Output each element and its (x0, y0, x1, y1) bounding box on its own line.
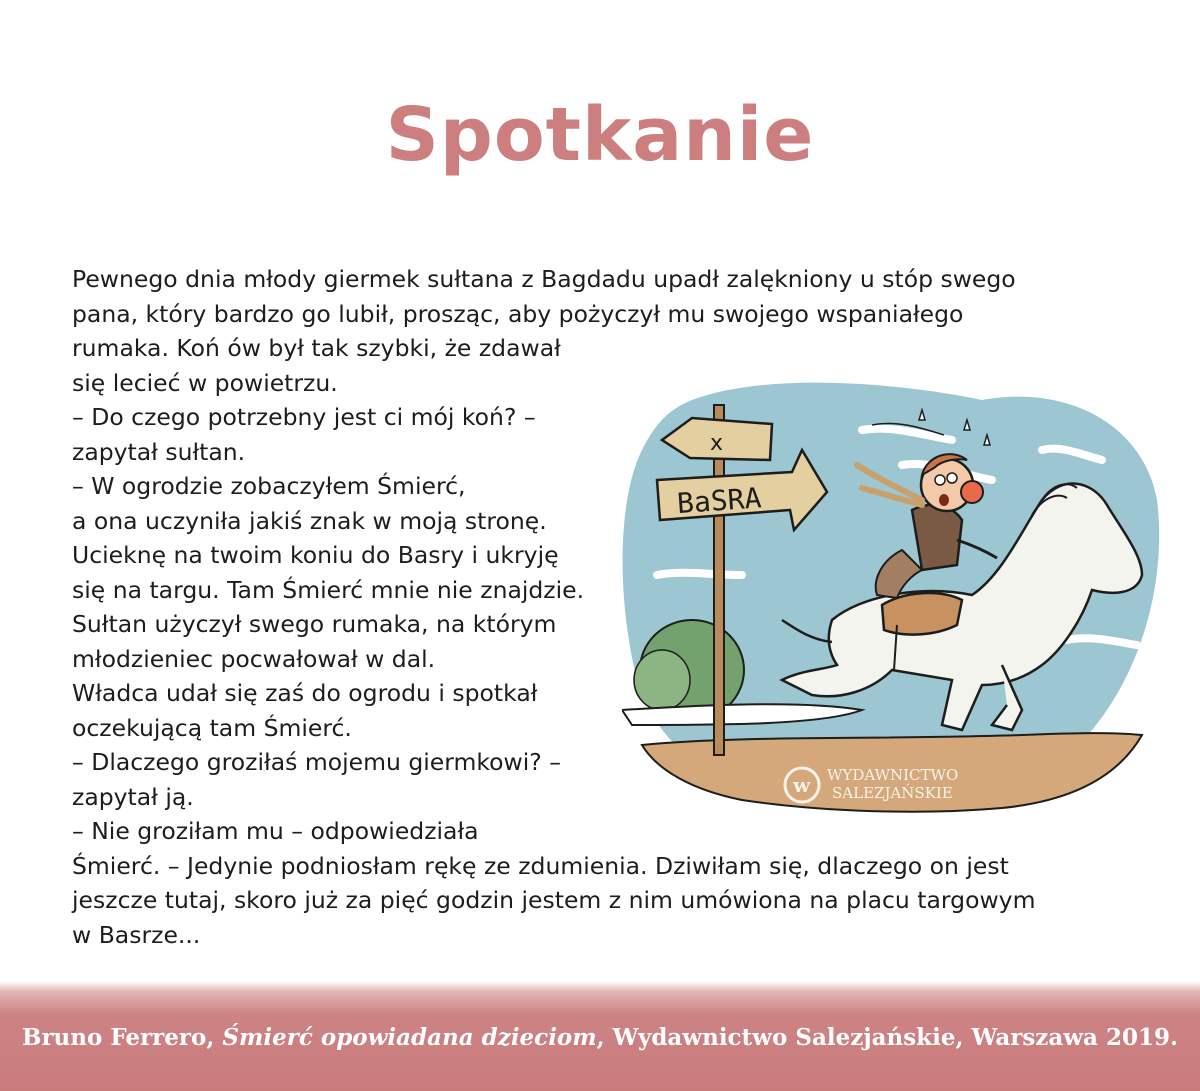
saddle (882, 593, 962, 635)
story-line: Pewnego dnia młody giermek sułtana z Bagdadu upadł zalękniony u stóp swego (72, 265, 1016, 293)
citation-author: Bruno Ferrero, (22, 1024, 223, 1051)
story-line: a ona uczyniła jakiś znak w moją stronę. (72, 506, 547, 535)
story-line: zapytał sułtan. (72, 437, 246, 466)
page-title: Spotkanie (385, 92, 815, 178)
story-line: Władca udał się zaś do ogrodu i spotkał (72, 679, 538, 707)
story-line: rumaka. Koń ów był tak szybki, że zdawał (72, 334, 561, 362)
rider-body (912, 505, 962, 570)
story-line: – Dlaczego groziłaś mojemu giermkowi? – (72, 748, 561, 776)
svg-text:w: w (793, 773, 811, 797)
citation (0, 1024, 1200, 1051)
watermark-line-2: SALEZJAŃSKIE (832, 784, 953, 802)
sign-right-text: BaSRA (675, 481, 763, 521)
story-line: w Basrze... (72, 920, 201, 949)
citation-book-title: Śmierć opowiadana dzieciom (222, 1024, 597, 1051)
story-line: zapytał ją. (72, 782, 194, 811)
sign-left-mark: x (710, 431, 724, 456)
story-line: Sułtan użyczył swego rumaka, na którym (72, 610, 557, 638)
story-line: jeszcze tutaj, skoro już za pięć godzin jestem z nim umówiona na placu targowym (72, 886, 1036, 914)
story-line: – W ogrodzie zobaczyłem Śmierć, (72, 472, 466, 500)
story-line: – Do czego potrzebny jest ci mój koń? – (72, 403, 536, 431)
story-line: młodzieniec pocwałował w dal. (72, 644, 436, 673)
story-line: Śmierć. – Jedynie podniosłam rękę ze zdumienia. Dziwiłam się, dlaczego on jest (72, 851, 1009, 880)
citation-publisher: , Wydawnictwo Salezjańskie, Warszawa 2019. (596, 1024, 1178, 1051)
story-line: – Nie groziłam mu – odpowiedziała (72, 817, 479, 845)
story-line: Ucieknę na twoim koniu do Basry i ukryję (72, 541, 559, 569)
story-line: się na targu. Tam Śmierć mnie nie znajdzie. (72, 575, 585, 604)
story-line: oczekującą tam Śmierć. (72, 713, 352, 742)
story-line: się lecieć w powietrzu. (72, 368, 338, 397)
illustration-rider-on-horse (622, 380, 1162, 820)
story-line: pana, który bardzo go lubił, prosząc, aby pożyczył mu swojego wspaniałego (72, 299, 964, 328)
watermark-line-1: WYDAWNICTWO (827, 766, 959, 784)
